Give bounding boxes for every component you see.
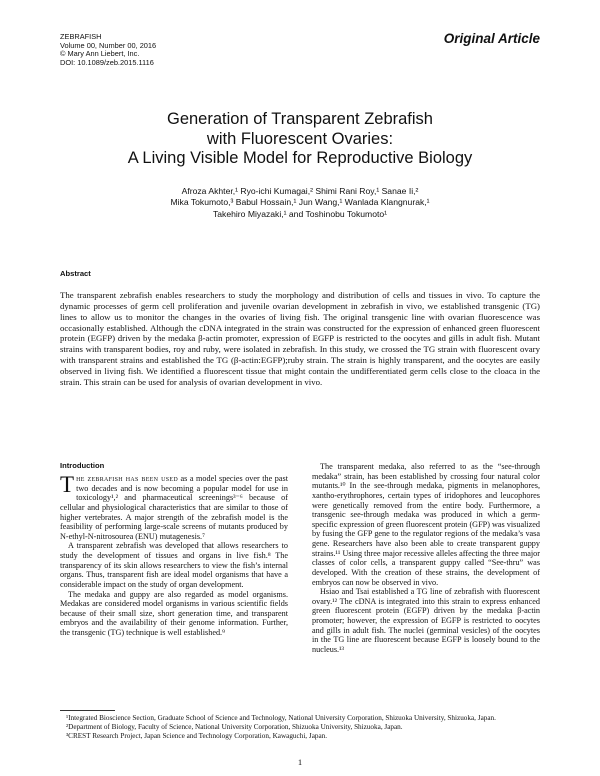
author-line: Takehiro Miyazaki,¹ and Toshinobu Tokumoto¹: [212, 208, 388, 219]
paragraph-text: as a model species over the past two decades and is now becoming a popular model for use in toxicology¹,² and pharmaceutical screenings³⁻⁶ because of cellular and physiological characteristics that are similar to those of higher vertebrates. A major strength of the zebrafish model is the feasibility of performing large-scale screens of mutants produced by N-ethyl-N-nitrosourea (ENU) mutagenesis.⁷: [60, 474, 288, 541]
paper-title: [60, 110, 540, 169]
right-column: [312, 462, 540, 655]
journal-name: ZEBRAFISH: [60, 32, 102, 41]
paragraph: The transparent medaka, also referred to as the “see-through medaka” strain, has been established by crossing four natural color mutants.¹⁰ In the see-through medaka, pigments in melanophores, xantho-erythrophores, certain types of iridophores and leucophores were genetically removed from the entire body. Furthermore, a transgenic see-through medaka was produced in which a germ-specific expression of green fluorescent protein (GFP) was visualized by fusing the GFP gene to the regulator regions of the medaka’s vasa gene. Researchers have also been able to create transparent guppy strains.¹¹ Using three major recessive alleles affecting the three major classes of color cells, a transparent guppy called “See-thru” was developed. With the creation of these strains, the development of embryos can now be observed in vivo.: [312, 462, 540, 587]
abstract-heading: Abstract: [60, 269, 91, 278]
copyright: © Mary Ann Liebert, Inc.: [60, 49, 140, 59]
paragraph: A transparent zebrafish was developed that allows researchers to study the development of tissues and organs in live fish.⁸ The transparency of its skin allows researchers to view the fish’s internal organs. Thus, transparent fish are ideal model organisms that have a considerable impact on the study of organ development.: [60, 541, 288, 589]
footnote: ¹Integrated Bioscience Section, Graduate School of Science and Technology, National University Corporation, Shizuoka University, Shizuoka, Japan.: [66, 714, 496, 722]
introduction-heading: Introduction: [60, 461, 105, 470]
footnote: ³CREST Research Project, Japan Science and Technology Corporation, Kawaguchi, Japan.: [66, 731, 328, 740]
title-line: Generation of Transparent Zebrafish: [167, 110, 433, 128]
drop-cap: T: [60, 472, 75, 497]
left-column: [60, 474, 288, 638]
abstract-text: The transparent zebrafish enables researchers to study the morphology and distribution of cells and tissues in vivo. To capture the dynamic processes of germ cell proliferation and juvenile ovarian development in zebrafish in vivo, we established transgenic (TG) lines to allow us to monitor the changes in the ovaries of living fish. The original transgenic line with ovarian fluorescence was occasionally established. Although the cDNA integrated in the strain was constructed for the expression of enhanced green fluorescent protein (EGFP) driven by the medaka β-actin promoter, expression of EGFP is restricted to the oocytes and gills in adult fish. Mutant strains with transparent bodies, roy and ruby, were isolated in zebrafish. In this study, we crossed the TG strain with fluorescent ovary with transparent strains and established the TG (β-actin:EGFP);ruby strain. The strain is highly transparent, and the oocytes are easily observed in living fish. We identified a fluorescent tissue that might contain the undifferentiated germ cells close to the cloaca in the strain. This strain can be used for analysis of ovarian development in vivo.: [60, 290, 540, 387]
paragraph: Hsiao and Tsai established a TG line of zebrafish with fluorescent ovary.¹² The cDNA is integrated into this strain to express enhanced green fluorescent protein (EGFP) driven by the medaka β-actin promoter; however, the expression of EGFP is restricted to oocytes and gills in adult fish. The nuclei (germinal vesicles) of the oocytes in the TG line are fluorescent because EGFP is loosely bound to the nucleus.¹³: [312, 587, 540, 654]
title-line: with Fluorescent Ovaries:: [206, 129, 394, 148]
paragraph: [60, 474, 288, 541]
volume-info: Volume 00, Number 00, 2016: [60, 40, 157, 50]
author-line: Afroza Akhter,¹ Ryo-ichi Kumagai,² Shimi Rani Roy,¹ Sanae Ii,²: [181, 186, 419, 196]
doi: DOI: 10.1089/zeb.2015.1116: [60, 57, 154, 67]
paragraph: The medaka and guppy are also regarded as model organisms. Medakas are considered model organisms in various scientific fields because of their small size, short generation time, and transparent embryos and the availability of their genome information. Further, the transgenic (TG) technique is well established.⁹: [60, 589, 288, 637]
author-line: Mika Tokumoto,³ Babul Hossain,¹ Jun Wang,¹ Wanlada Klangnurak,¹: [170, 197, 430, 208]
lead-in: he zebrafish has been used: [76, 474, 178, 483]
journal-meta: [60, 33, 156, 67]
footnote: ²Department of Biology, Faculty of Science, National University Corporation, Shizuoka University, Shizuoka, Japan.: [66, 722, 403, 731]
article-type-label: Original Article: [443, 31, 540, 46]
author-list: [60, 186, 540, 220]
title-line: A Living Visible Model for Reproductive Biology: [127, 149, 473, 167]
page-number: 1: [297, 757, 303, 767]
footnote-rule: [60, 710, 115, 711]
affiliation-footnotes: [60, 714, 540, 741]
